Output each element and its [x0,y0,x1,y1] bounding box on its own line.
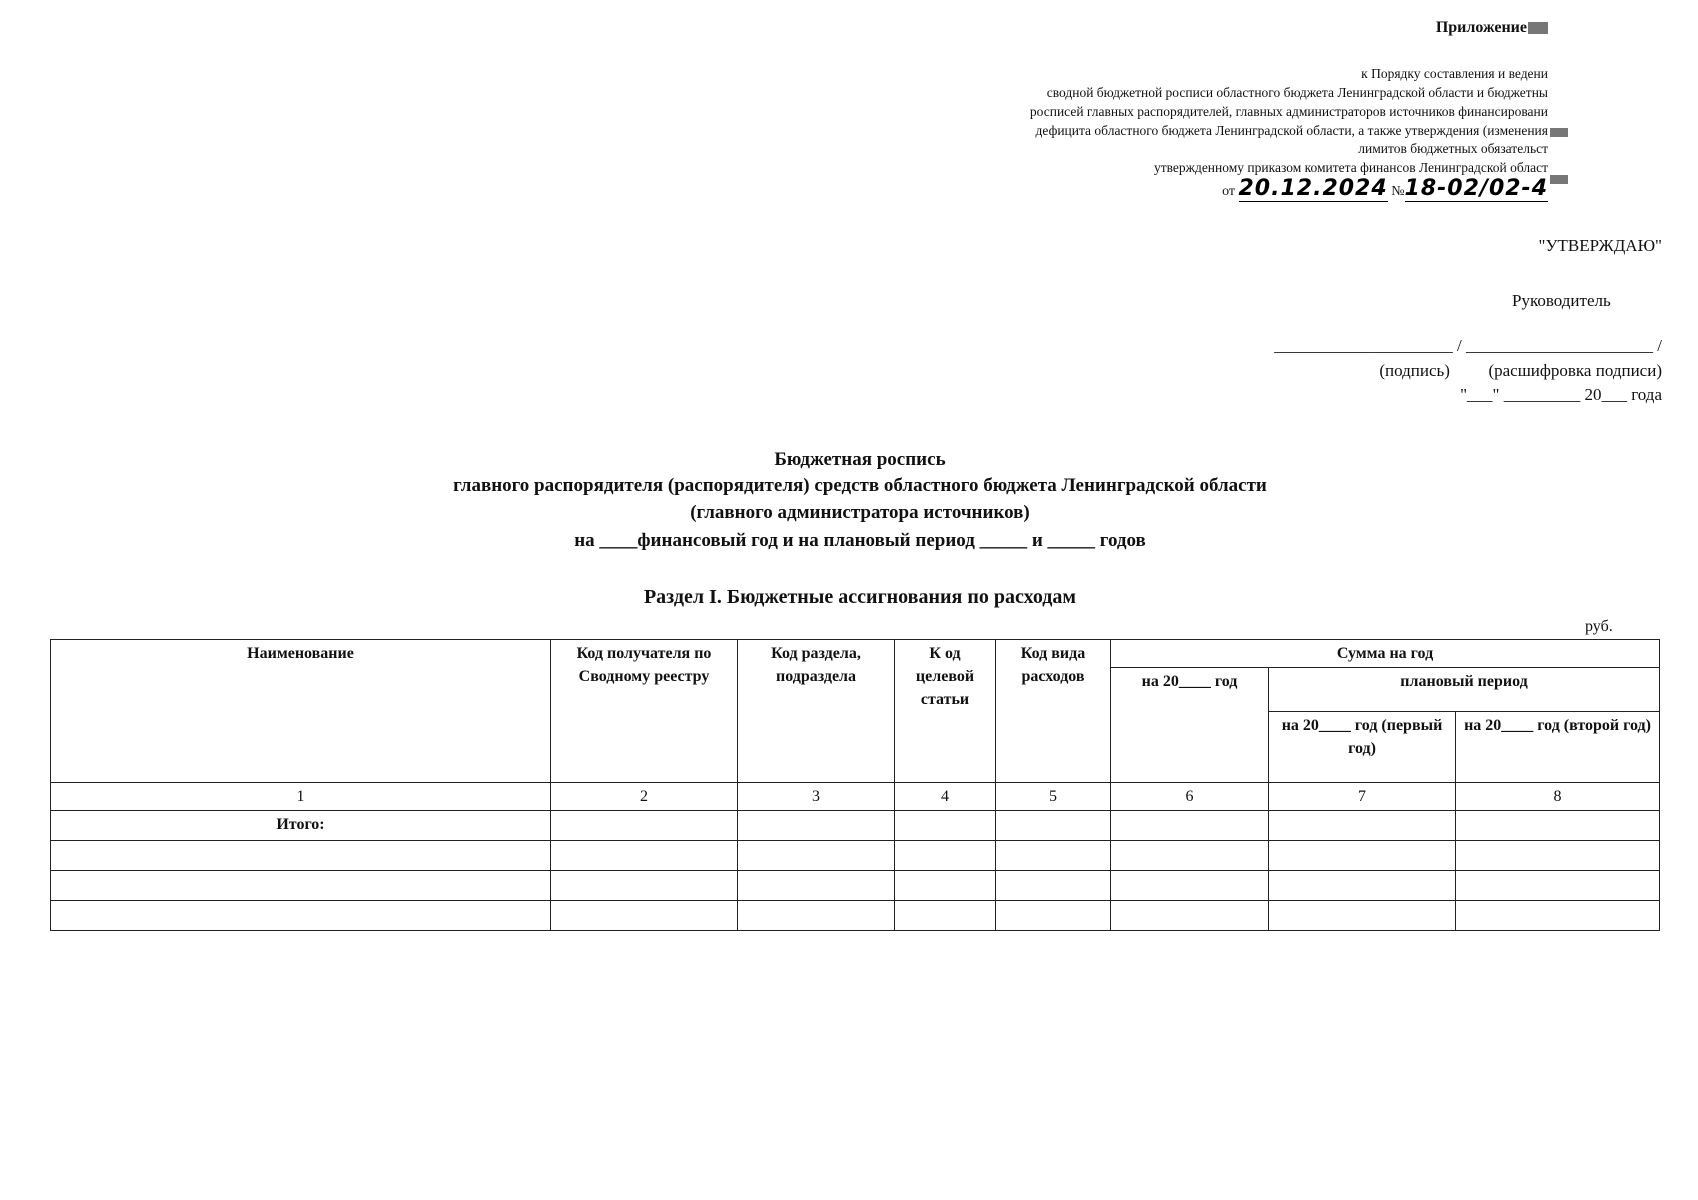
appendix-line-3: росписей главных распорядителей, главных администраторов источников финансировани [1029,104,1548,119]
table-cell [895,841,996,871]
table-cell [1269,871,1456,901]
units-label: руб. [1585,618,1613,635]
appendix-line-4: дефицита областного бюджета Ленинградской области, а также утверждения (изменения [1035,123,1548,138]
decryption-caption: (расшифровка подписи) [1488,361,1662,380]
table-cell [51,841,551,871]
allocations-table [50,639,1660,931]
header-recipient-code: Код получателя по Сводному реестру [551,640,738,783]
approval-label: "УТВЕРЖДАЮ" [1538,236,1662,255]
header-current-year: на 20____ год [1111,668,1269,783]
document-title: Бюджетная роспись [774,449,946,470]
table-cell [551,841,738,871]
table-cell [738,841,895,871]
table-cell [738,901,895,931]
table-cell [895,871,996,901]
table-cell [996,901,1111,931]
column-number: 6 [1111,783,1269,811]
header-section-code: Код раздела, подраздела [738,640,895,783]
header-second-year: на 20____ год (второй год) [1456,712,1660,783]
table-cell [1456,841,1660,871]
table-cell [51,901,551,931]
appendix-title-text: Приложение [1435,19,1527,36]
table-cell [51,871,551,901]
table-cell [1456,901,1660,931]
total-label: Итого: [51,811,551,841]
table-cell [996,841,1111,871]
table-cell [551,811,738,841]
table-cell [895,901,996,931]
document-period-line: на ____финансовый год и на плановый период _____ и _____ годов [574,530,1146,551]
header-first-year: на 20____ год (первый год) [1269,712,1456,783]
table-cell [1456,871,1660,901]
table-row [51,841,1660,871]
order-number-prefix: № [1391,184,1405,199]
signature-line: _____________________ / ______________________ / [1274,336,1662,355]
section-title: Раздел I. Бюджетные ассигнования по расходам [643,586,1077,608]
table-cell [1111,871,1269,901]
document-subtitle-2: (главного администратора источников) [690,502,1030,523]
column-number: 5 [996,783,1111,811]
scan-mark [1550,175,1568,184]
scan-mark [1528,22,1548,34]
order-date: 20.12.2024 [1238,176,1388,201]
column-number: 2 [551,783,738,811]
appendix-title [1436,19,1548,37]
table-cell [1269,901,1456,931]
signature-captions [1379,361,1662,381]
table-row [51,871,1660,901]
table-cell [551,871,738,901]
signature-caption: (подпись) [1379,361,1450,380]
scan-mark [1550,128,1568,137]
header-expense-type-code: Код вида расходов [996,640,1111,783]
table-cell [1111,901,1269,931]
table-cell [1111,841,1269,871]
appendix-line-5: лимитов бюджетных обязательст [1358,141,1548,156]
column-number: 1 [51,783,551,811]
column-numbers-row [51,783,1660,811]
order-reference [1222,176,1548,201]
approval-position: Руководитель [1512,291,1611,310]
table-cell [895,811,996,841]
header-planning-period: плановый период [1269,668,1660,712]
total-row [51,811,1660,841]
table-cell [551,901,738,931]
order-number: 18-02/02-4 [1404,176,1548,201]
table-cell [738,811,895,841]
order-date-prefix: от [1222,184,1235,199]
header-name: Наименование [51,640,551,783]
column-number: 3 [738,783,895,811]
approval-date-line: "___" _________ 20___ года [1460,385,1662,404]
appendix-line-2: сводной бюджетной росписи областного бюджета Ленинградской области и бюджетны [1046,85,1548,100]
table-cell [1111,811,1269,841]
table-cell [996,871,1111,901]
table-cell [1269,811,1456,841]
document-subtitle-1: главного распорядителя (распорядителя) средств областного бюджета Ленинградской области [453,475,1267,496]
header-sum-per-year: Сумма на год [1111,640,1660,668]
table-cell [738,871,895,901]
table-cell [1456,811,1660,841]
column-number: 8 [1456,783,1660,811]
appendix-line-1: к Порядку составления и ведени [1361,66,1548,81]
column-number: 7 [1269,783,1456,811]
header-target-code: К од целевой статьи [895,640,996,783]
appendix-line-6: утвержденному приказом комитета финансов Ленинградской област [1153,160,1548,175]
table-cell [996,811,1111,841]
table-row [51,901,1660,931]
column-number: 4 [895,783,996,811]
table-cell [1269,841,1456,871]
